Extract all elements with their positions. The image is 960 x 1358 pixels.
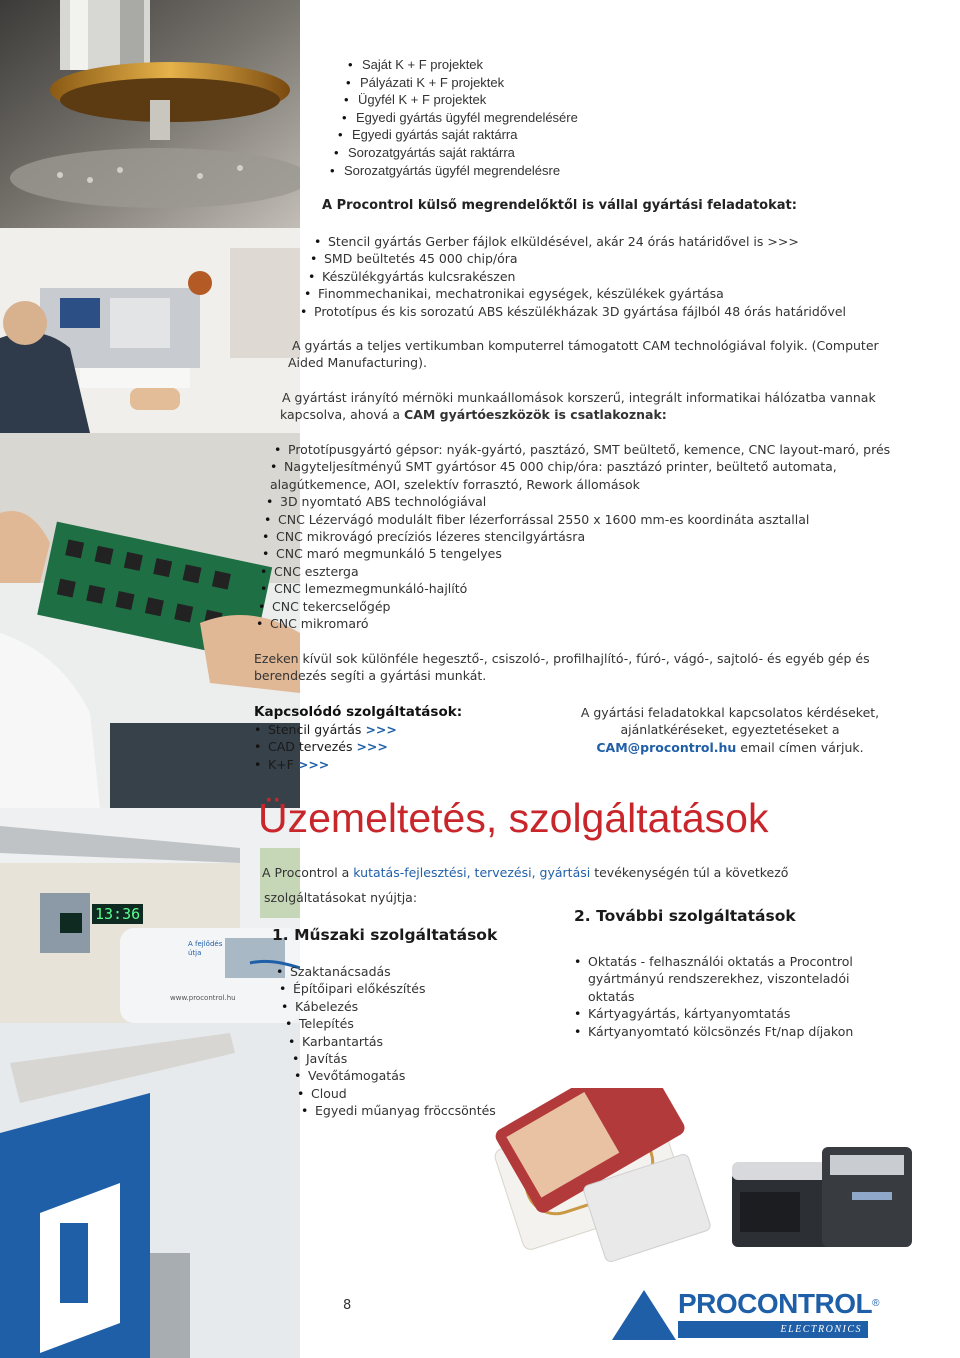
operator-illustration bbox=[0, 228, 300, 433]
technical-services-heading: 1. Műszaki szolgáltatások bbox=[272, 926, 498, 944]
network-line-2-text: kapcsolva, ahová a bbox=[280, 407, 405, 423]
van-url: www.procontrol.hu bbox=[170, 994, 236, 1002]
other-line-1: Ezeken kívül sok különféle hegesztő-, csiszoló-, profilhajlító-, fúró-, vágó-, sajtoló- és egyéb gép és bbox=[254, 651, 870, 666]
logo-sub: ELECTRONICS bbox=[678, 1321, 868, 1338]
more-arrow-link[interactable]: >>> bbox=[297, 756, 330, 772]
project-list bbox=[330, 56, 578, 179]
cards-graphic bbox=[462, 1088, 722, 1263]
related-services-list bbox=[254, 721, 462, 773]
card-printer-illustration bbox=[722, 1137, 922, 1252]
cam-paragraph bbox=[288, 337, 879, 372]
more-arrow-link[interactable]: >>> bbox=[365, 722, 397, 737]
list-item: • CNC tekercselőgép bbox=[258, 598, 890, 615]
more-arrow-link[interactable]: >>> bbox=[356, 739, 388, 755]
other-equipment-paragraph bbox=[254, 650, 870, 685]
list-item: • SMD beültetés 45 000 chip/óra bbox=[310, 250, 846, 267]
list-item: • Sorozatgyártás saját raktárra bbox=[334, 144, 578, 162]
list-item bbox=[574, 953, 853, 1005]
list-item: • Saját K + F projektek bbox=[348, 56, 578, 74]
related-service-cad[interactable] bbox=[254, 738, 462, 755]
list-item: • Építőipari előkészítés bbox=[279, 980, 496, 997]
operator-machine-photo bbox=[0, 228, 300, 433]
laser-machine-photo bbox=[0, 0, 300, 228]
other-line-2: berendezés segíti a gyártási munkát. bbox=[254, 668, 487, 684]
network-line-1: A gyártást irányító mérnöki munkaállomások korszerű, integrált informatikai hálózatba vannak bbox=[282, 390, 876, 405]
list-item: • Kábelezés bbox=[281, 998, 496, 1015]
further-services-heading: 2. További szolgáltatások bbox=[574, 907, 796, 925]
building-van-photo bbox=[0, 808, 300, 1023]
van-text: A fejlődés útja bbox=[188, 940, 223, 957]
list-item: • Szaktanácsadás bbox=[276, 963, 496, 980]
item-line: gyártmányú rendszerekhez, viszonteladói bbox=[588, 971, 850, 987]
list-item: • Cloud bbox=[297, 1085, 496, 1102]
external-services-list bbox=[300, 233, 846, 320]
footer-triangle-icon bbox=[612, 1290, 676, 1340]
list-item: • Javítás bbox=[292, 1050, 496, 1067]
further-services-list bbox=[574, 953, 853, 1040]
contact-suffix: email címen várjuk. bbox=[736, 739, 864, 755]
building-illustration bbox=[0, 808, 300, 1023]
intro-suffix: tevékenységén túl a következő bbox=[590, 865, 789, 880]
list-item: • Egyedi műanyag fröccsöntés bbox=[301, 1102, 496, 1119]
list-item: • Egyedi gyártás saját raktárra bbox=[338, 126, 578, 144]
list-item: • CNC eszterga bbox=[260, 563, 890, 580]
external-heading: A Procontrol külső megrendelőktől is vállal gyártási feladatokat: bbox=[322, 198, 797, 213]
cam-line-2: Aided Manufacturing). bbox=[288, 355, 427, 371]
intro-highlight: kutatás-fejlesztési, tervezési, gyártási bbox=[353, 865, 591, 880]
list-item: • 3D nyomtató ABS technológiával bbox=[266, 493, 890, 510]
list-item: • Kártyanyomtató kölcsönzés Ft/nap díjakon bbox=[574, 1023, 853, 1040]
network-line-2 bbox=[280, 406, 876, 423]
clock-display: 13:36 bbox=[92, 904, 143, 924]
list-item: • CNC maró megmunkáló 5 tengelyes bbox=[262, 545, 890, 562]
item-line: oktatás bbox=[588, 988, 635, 1004]
list-item: • Készülékgyártás kulcsrakészen bbox=[308, 268, 846, 285]
related-service-label: K+F bbox=[268, 756, 294, 772]
list-item: • CNC lemezmegmunkáló-hajlító bbox=[260, 580, 890, 597]
list-item: • Nagyteljesítményű SMT gyártósor 45 000 chip/óra: pasztázó printer, beültető automata, bbox=[270, 458, 890, 475]
list-item: • Pályázati K + F projektek bbox=[346, 74, 578, 92]
list-item: • CNC mikromaró bbox=[256, 615, 890, 632]
intro-line-2: szolgáltatásokat nyújtja: bbox=[264, 890, 418, 905]
cards-illustration bbox=[462, 1088, 722, 1263]
item-line: • Oktatás - felhasználói oktatás a Procontrol bbox=[588, 954, 853, 969]
list-item: • Telepítés bbox=[285, 1015, 496, 1032]
printer-graphic bbox=[722, 1137, 922, 1252]
related-services-heading: Kapcsolódó szolgáltatások: bbox=[254, 704, 463, 720]
network-paragraph bbox=[282, 389, 876, 424]
contact-line-2: ajánlatkéréseket, egyeztetéseket a bbox=[620, 722, 840, 738]
list-item: • Karbantartás bbox=[288, 1033, 496, 1050]
list-item: • CNC mikrovágó precíziós lézeres stencilgyártásra bbox=[262, 528, 890, 545]
logo-wordmark bbox=[678, 1288, 879, 1319]
page-number: 8 bbox=[343, 1298, 352, 1313]
list-item: • Kártyagyártás, kártyanyomtatás bbox=[574, 1005, 853, 1022]
related-service-stencil[interactable] bbox=[254, 721, 462, 738]
related-services bbox=[254, 704, 462, 773]
list-item: • Sorozatgyártás ügyfél megrendelésre bbox=[330, 162, 578, 180]
related-service-rnd[interactable] bbox=[254, 756, 462, 773]
logo-name: PROCONTROL bbox=[678, 1288, 873, 1319]
equipment-list bbox=[256, 441, 890, 632]
list-item: • CNC Lézervágó modulált fiber lézerforrással 2550 x 1600 mm-es koordináta asztallal bbox=[264, 511, 890, 528]
list-item: • Prototípus és kis sorozatú ABS készülékházak 3D gyártása fájlból 48 órás határidővel bbox=[300, 303, 846, 320]
laser-machine-illustration bbox=[0, 0, 300, 228]
signpost-illustration bbox=[0, 1023, 300, 1358]
related-service-label: CAD tervezés bbox=[268, 739, 353, 755]
section-title: Üzemeltetés, szolgáltatások bbox=[258, 795, 769, 841]
list-item: • Ügyfél K + F projektek bbox=[344, 91, 578, 109]
email-link[interactable]: CAM@procontrol.hu bbox=[596, 739, 737, 755]
list-item: • Vevőtámogatás bbox=[294, 1067, 496, 1084]
intro-prefix: A Procontrol a bbox=[262, 865, 354, 880]
signpost-photo bbox=[0, 1023, 300, 1358]
procontrol-logo bbox=[678, 1288, 879, 1338]
list-item-continuation: alagútkemence, AOI, szelektív forrasztó, Rework állomások bbox=[270, 476, 640, 492]
contact-line-1: A gyártási feladatokkal kapcsolatos kérdéseket, bbox=[580, 705, 880, 720]
list-item: • Finommechanikai, mechatronikai egységek, készülékek gyártása bbox=[304, 285, 846, 302]
contact-line-3 bbox=[560, 739, 900, 756]
contact-block bbox=[560, 704, 900, 756]
network-line-2-bold: CAM gyártóeszközök is csatlakoznak: bbox=[404, 407, 667, 423]
list-item: • Stencil gyártás Gerber fájlok elküldésével, akár 24 órás határidővel is >>> bbox=[314, 233, 846, 250]
related-service-label: Stencil gyártás bbox=[268, 722, 362, 737]
intro-line-1 bbox=[262, 864, 788, 881]
list-item: • Prototípusgyártó gépsor: nyák-gyártó, pasztázó, SMT beültető, kemence, CNC layout-maró, prés bbox=[274, 441, 890, 458]
cam-line-1: A gyártás a teljes vertikumban komputerrel támogatott CAM technológiával folyik. (Computer bbox=[292, 338, 879, 353]
list-item: • Egyedi gyártás ügyfél megrendelésére bbox=[342, 109, 578, 127]
registered-mark: ® bbox=[872, 1298, 879, 1309]
